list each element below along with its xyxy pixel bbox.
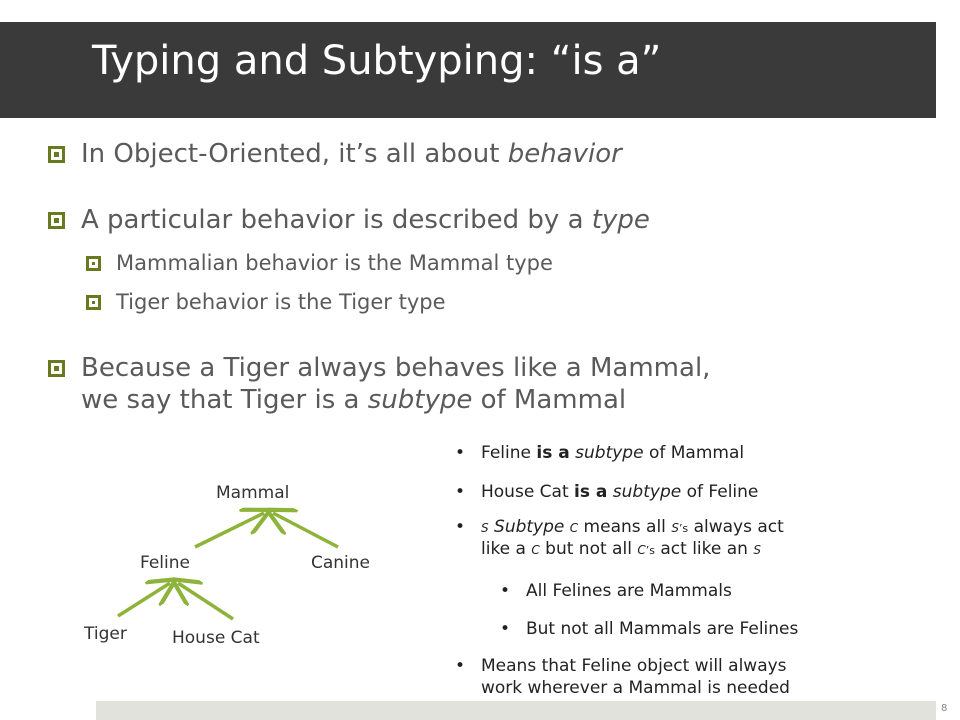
bullet-dot-icon: • (500, 619, 511, 639)
bullet-dot-icon: • (455, 443, 466, 463)
node-house-cat: House Cat (172, 628, 260, 648)
arrow-housecat-to-feline (178, 583, 233, 619)
slide-title: Typing and Subtyping: “is a” (92, 38, 662, 84)
bullet-dot-icon: • (455, 517, 466, 537)
bullet-dot-icon: • (500, 581, 511, 601)
footer-bar (96, 701, 936, 720)
arrow-tiger-to-feline (118, 583, 170, 616)
node-canine: Canine (311, 553, 371, 573)
page-number: 8 (941, 703, 948, 714)
node-mammal: Mammal (216, 483, 290, 503)
node-feline: Feline (140, 553, 190, 573)
arrow-feline-to-mammal (195, 513, 264, 547)
bullet-dot-icon: • (455, 482, 466, 502)
arrow-canine-to-mammal (273, 513, 338, 547)
bullet-dot-icon: • (455, 656, 466, 676)
node-tiger: Tiger (84, 624, 127, 644)
